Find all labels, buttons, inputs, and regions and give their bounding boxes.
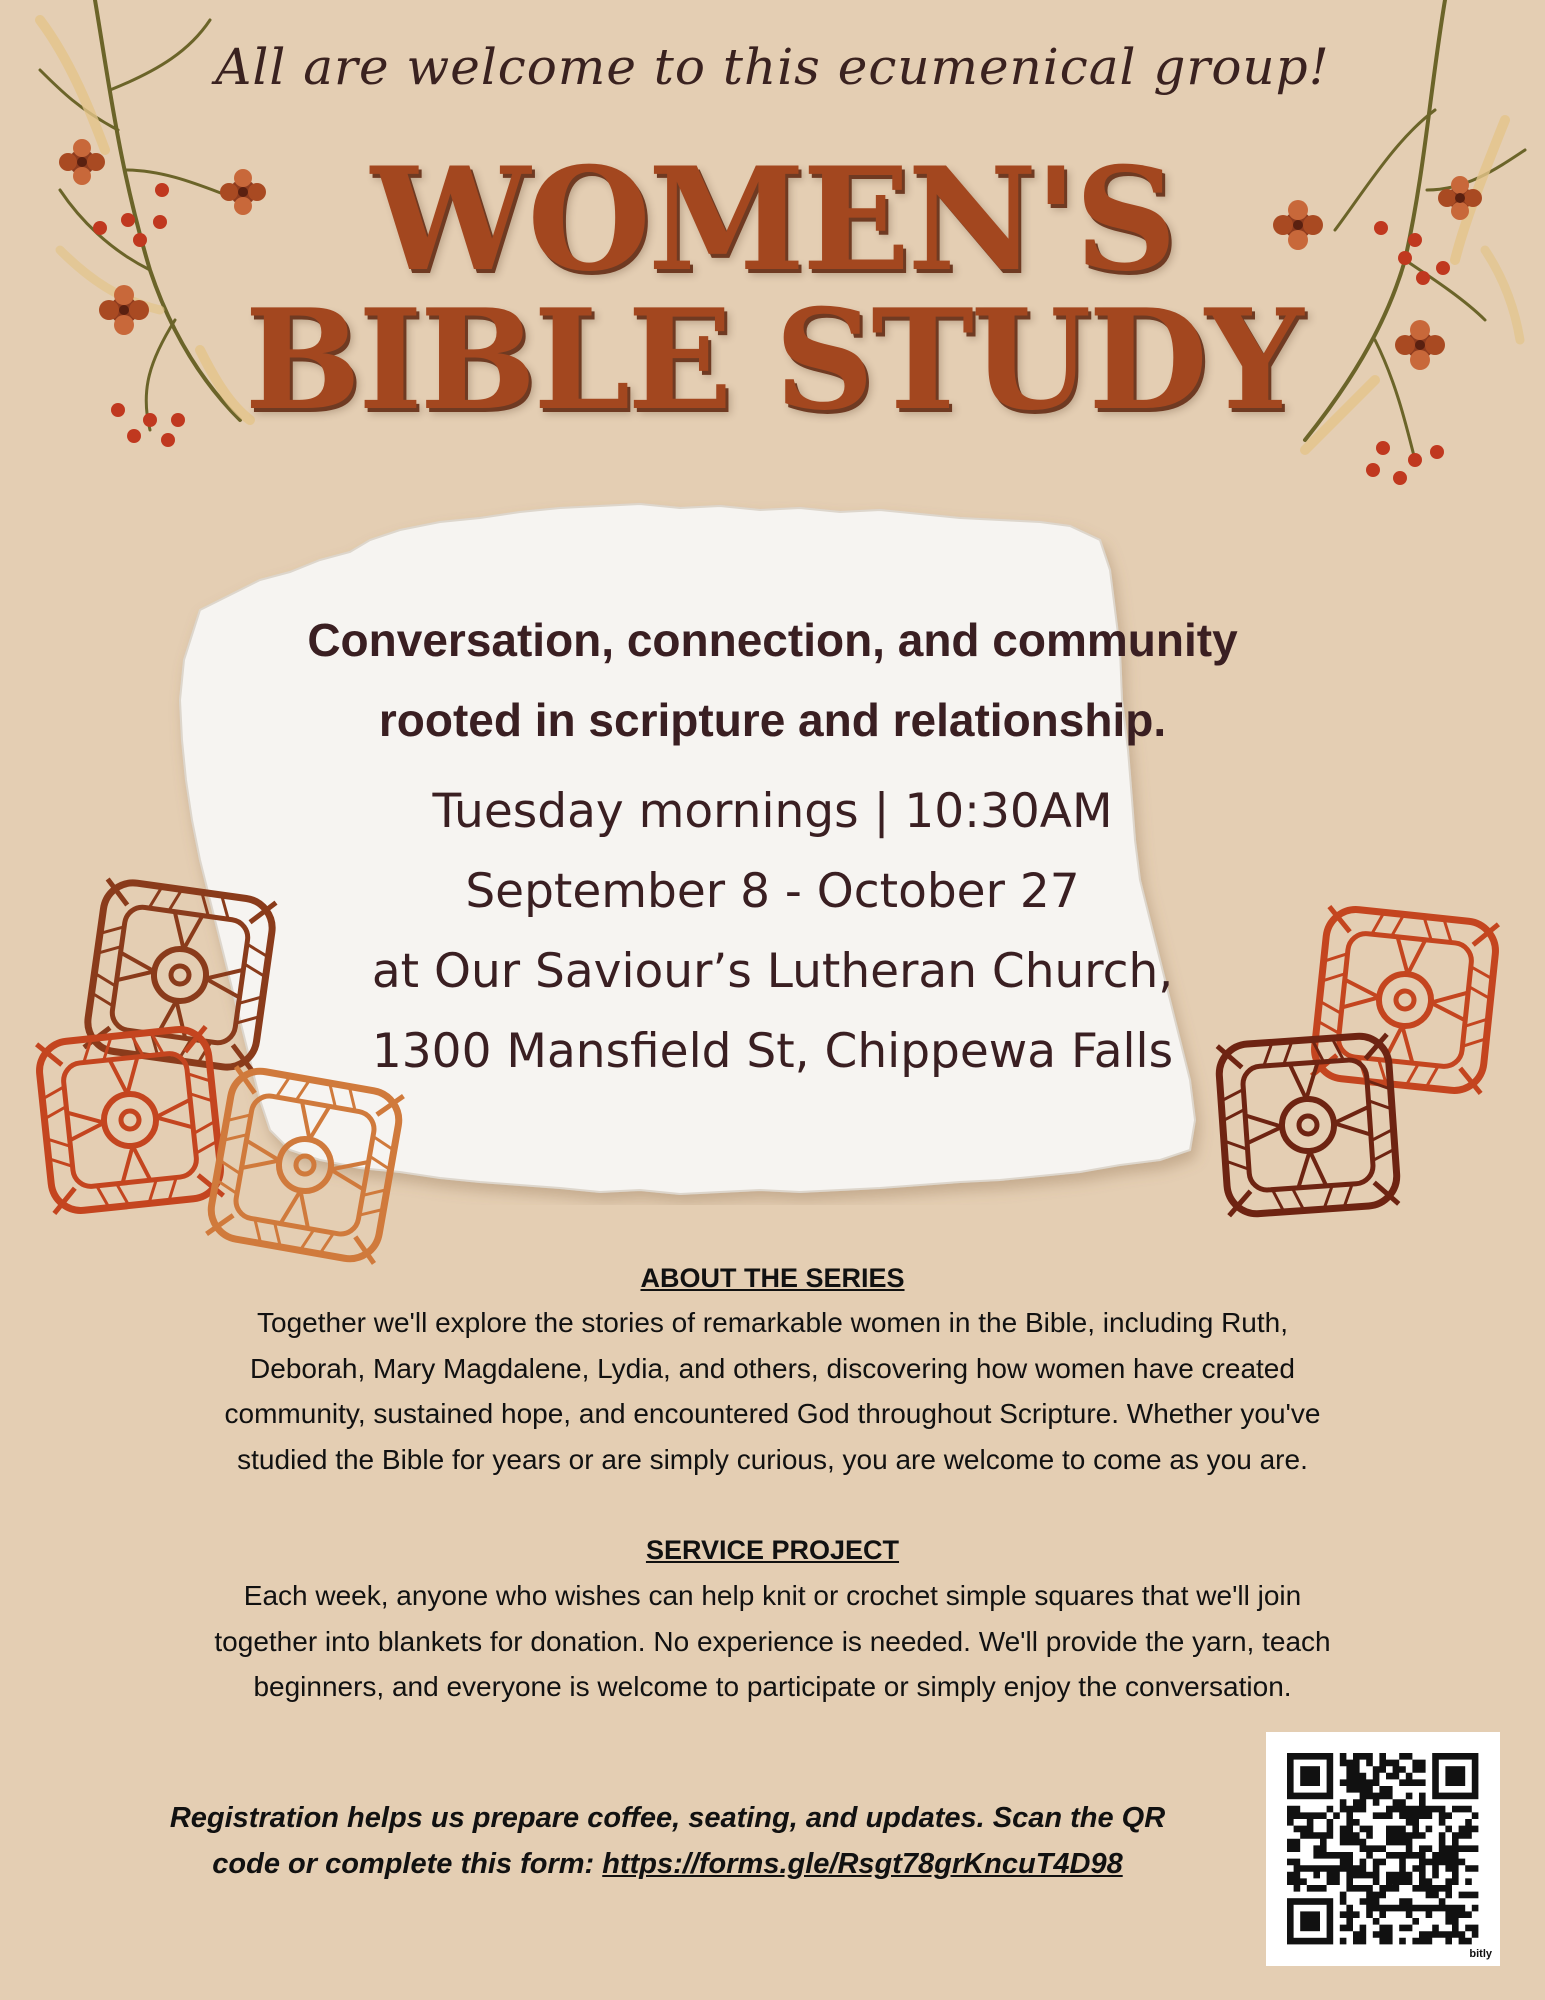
about-heading: ABOUT THE SERIES — [640, 1263, 905, 1293]
qr-brand-label: bitly — [1469, 1948, 1492, 1960]
about-line: Deborah, Mary Magdalene, Lydia, and others, discovering how women have created — [250, 1352, 1295, 1384]
crochet-squares-right-decoration — [1210, 905, 1510, 1235]
about-body — [140, 1300, 1405, 1482]
service-heading: SERVICE PROJECT — [645, 1535, 900, 1565]
registration-prefix: code or complete this form: — [212, 1848, 603, 1880]
registration-note — [130, 1795, 1205, 1887]
service-line: together into blankets for donation. No experience is needed. We'll provide the yarn, teach — [214, 1625, 1331, 1657]
qr-code[interactable] — [1266, 1732, 1500, 1966]
card-address: 1300 Mansfield St, Chippewa Falls — [371, 1024, 1174, 1079]
registration-line-2 — [130, 1841, 1205, 1887]
about-line: studied the Bible for years or are simply curious, you are welcome to come as you are. — [237, 1443, 1308, 1475]
service-line: Each week, anyone who wishes can help knit or crochet simple squares that we'll join — [243, 1580, 1302, 1611]
about-line: Together we'll explore the stories of remarkable women in the Bible, including Ruth, — [257, 1307, 1288, 1338]
registration-form-link[interactable]: https://forms.gle/Rsgt78grKncuT4D98 — [602, 1848, 1123, 1880]
card-schedule: Tuesday mornings | 10:30AM — [432, 784, 1113, 839]
crochet-squares-left-decoration — [25, 870, 415, 1280]
tagline: All are welcome to this ecumenical group! — [215, 38, 1330, 96]
card-dates: September 8 - October 27 — [465, 864, 1080, 919]
service-body — [140, 1573, 1405, 1710]
qr-code-pattern — [1266, 1732, 1500, 1966]
service-line: beginners, and everyone is welcome to participate or simply enjoy the conversation. — [253, 1671, 1292, 1702]
card-headline-line-1: Conversation, connection, and community — [307, 614, 1238, 666]
card-headline-line-2: rooted in scripture and relationship. — [378, 694, 1167, 746]
title-line-1: WOMEN'S — [370, 137, 1175, 303]
title-line-2: BIBLE STUDY — [244, 278, 1301, 441]
about-line: community, sustained hope, and encountered God throughout Scripture. Whether you've — [224, 1398, 1321, 1429]
registration-line-1: Registration helps us prepare coffee, seating, and updates. Scan the QR — [169, 1802, 1166, 1834]
card-location: at Our Saviour’s Lutheran Church, — [371, 944, 1174, 999]
